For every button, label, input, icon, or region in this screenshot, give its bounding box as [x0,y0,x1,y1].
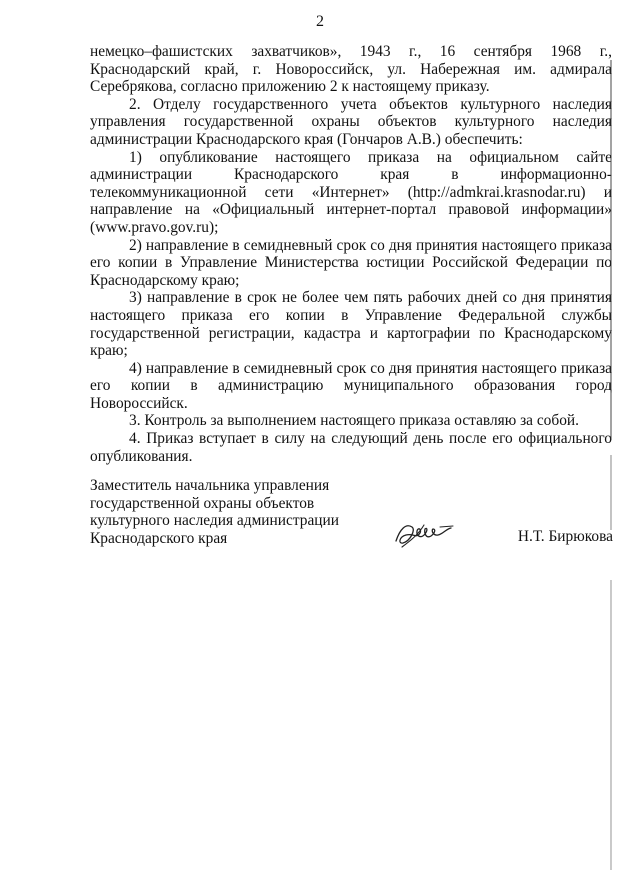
paragraph-subitem-4: 4) направление в семидневный срок со дня принятия настоящего приказа его копии в администрацию муниципального образования город Новороссийск. [90,359,612,412]
paragraph-item-2: 2. Отделу государственного учета объектов культурного наследия управления государственной охраны объектов культурного наследия администрации Краснодарского края (Гончаров А.В.) обеспечить: [90,95,612,148]
scan-artifact-edge [608,60,628,870]
paragraph-continuation: немецко–фашистских захватчиков», 1943 г., 16 сентября 1968 г., Краснодарский край, г. Новороссийск, ул. Набережная им. адмирала Серебрякова, согласно приложению 2 к настоящему приказу. [90,43,612,96]
paragraph-item-3: 3. Контроль за выполнением настоящего приказа оставляю за собой. [129,412,579,430]
handwritten-signature [390,517,456,553]
paragraph-item-4: 4. Приказ вступает в силу на следующий день после его официального опубликования. [90,430,612,465]
position-line: государственной охраны объектов [90,494,315,512]
paragraph-subitem-1: 1) опубликование настоящего приказа на официальном сайте администрации Краснодарского края в информационно-телекоммуникационной сети «Интернет» (http://admkrai.krasnodar.ru) и направление на «Официальный интернет-портал правовой информации» (www.pravo.gov.ru); [90,148,612,236]
document-body [90,43,612,465]
paragraph-subitem-2: 2) направление в семидневный срок со дня принятия настоящего приказа его копии в Управление Министерства юстиции Российской Федерации по Краснодарскому краю; [90,236,612,289]
signatory-position [90,477,350,547]
position-line: Краснодарского края [90,529,228,547]
position-line: Заместитель начальника управления [90,477,330,494]
page-number: 2 [316,13,324,30]
paragraph-subitem-3: 3) направление в срок не более чем пять рабочих дней со дня принятия настоящего приказа его копии в Управление Федеральной службы государственной регистрации, кадастра и картографии по Краснодарскому краю; [90,289,612,360]
signer-name: Н.Т. Бирюкова [517,528,613,545]
position-line: культурного наследия администрации [90,512,339,530]
